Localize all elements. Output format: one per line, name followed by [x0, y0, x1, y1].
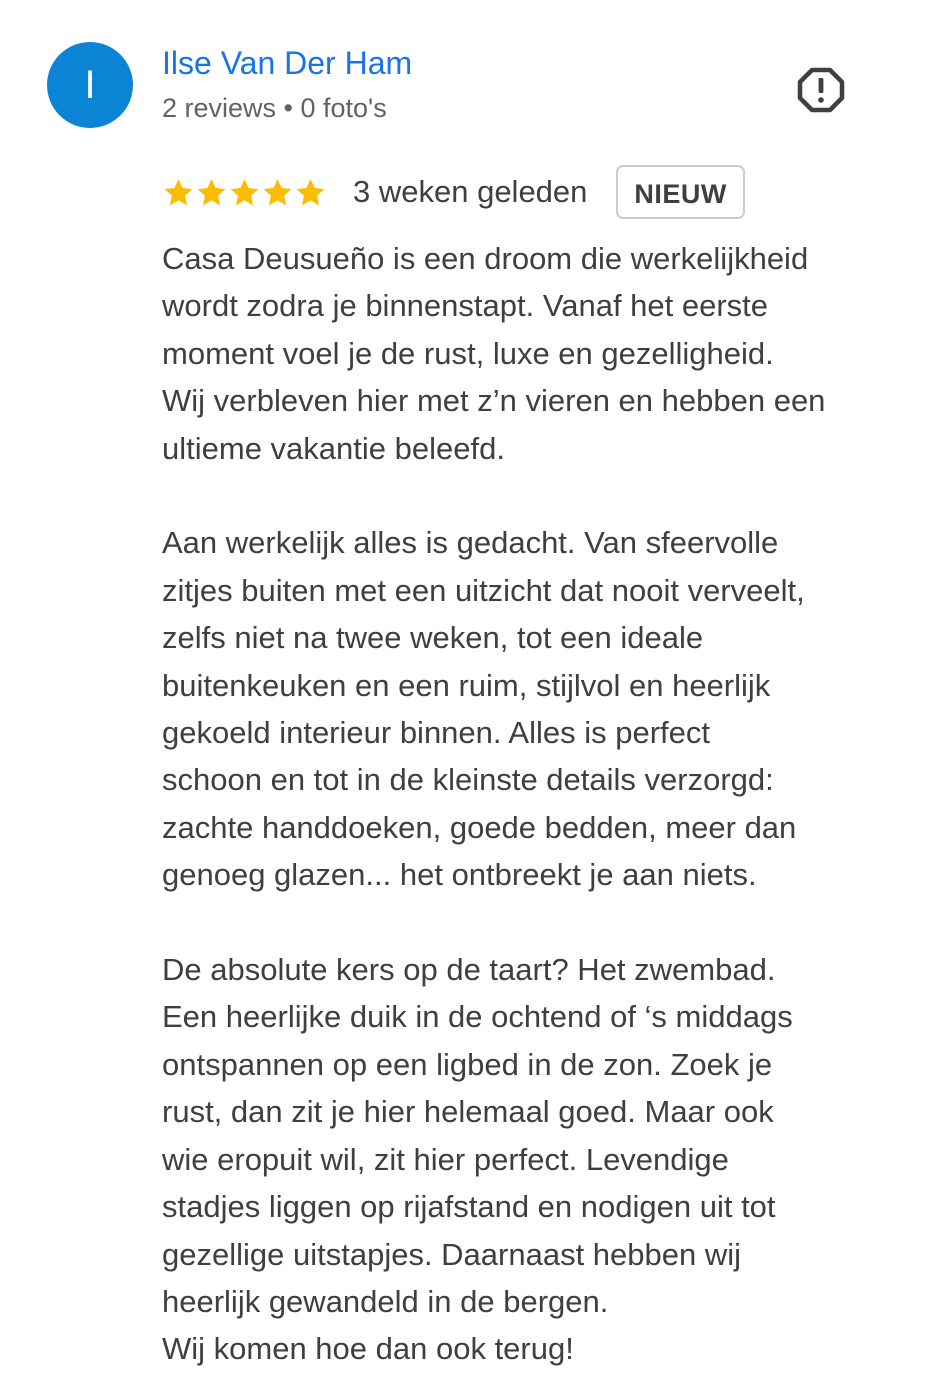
report-button[interactable]	[797, 66, 845, 114]
review-line: heerlijk gewandeld in de bergen.	[162, 1283, 609, 1319]
review-line: Wij komen hoe dan ook terug!	[162, 1331, 574, 1367]
new-badge: NIEUW	[616, 165, 745, 219]
review-line: wie eropuit wil, zit hier perfect. Levendige	[162, 1141, 729, 1177]
star-icon	[228, 176, 261, 209]
review-line: zitjes buiten met een uitzicht dat nooit verveelt,	[162, 572, 805, 608]
review-line: Casa Deusueño is een droom die werkelijkheid	[162, 241, 809, 276]
star-icon	[294, 176, 327, 209]
review-line: wordt zodra je binnenstapt. Vanaf het eerste	[162, 288, 769, 324]
review-line: De absolute kers op de taart? Het zwembad.	[162, 952, 776, 988]
review-line: ontspannen op een ligbed in de zon. Zoek je	[162, 1046, 773, 1082]
review-line: genoeg glazen... het ontbreekt je aan niets.	[162, 857, 757, 893]
review-line: gekoeld interieur binnen. Alles is perfect	[162, 715, 710, 751]
review-line: moment voel je de rust, luxe en gezelligheid.	[162, 335, 774, 371]
star-icon	[162, 176, 195, 209]
review-line: Aan werkelijk alles is gedacht. Van sfeervolle	[162, 525, 779, 561]
review-line: schoon en tot in de kleinste details verzorgd:	[162, 762, 774, 798]
review-line: buitenkeuken en een ruim, stijlvol en heerlijk	[162, 667, 771, 703]
report-flag-icon	[797, 66, 845, 114]
review-line: gezellige uitstapjes. Daarnaast hebben wij	[162, 1236, 742, 1272]
review-line: zachte handdoeken, goede bedden, meer dan	[162, 809, 797, 845]
review-paragraph	[162, 519, 902, 898]
review-paragraph	[162, 946, 902, 1373]
review-line: stadjes liggen op rijafstand en nodigen uit tot	[162, 1189, 776, 1225]
star-icon	[195, 176, 228, 209]
review-line: zelfs niet na twee weken, tot een ideale	[162, 620, 704, 656]
review-text	[162, 235, 902, 1373]
review-line: ultieme vakantie beleefd.	[162, 430, 505, 466]
review-line: Wij verbleven hier met z’n vieren en hebben een	[162, 383, 826, 419]
reviewer-meta: 2 reviews • 0 foto's	[162, 93, 387, 123]
review-line: rust, dan zit je hier helemaal goed. Maar ook	[162, 1094, 774, 1130]
avatar[interactable]: I	[47, 42, 133, 128]
reviewer-name[interactable]: Ilse Van Der Ham	[162, 45, 413, 81]
star-icon	[261, 176, 294, 209]
rating-row	[162, 162, 745, 222]
review-paragraph	[162, 235, 902, 472]
review-line: Een heerlijke duik in de ochtend of ‘s middags	[162, 999, 793, 1035]
review-time: 3 weken geleden	[353, 174, 588, 209]
star-rating	[162, 176, 327, 209]
